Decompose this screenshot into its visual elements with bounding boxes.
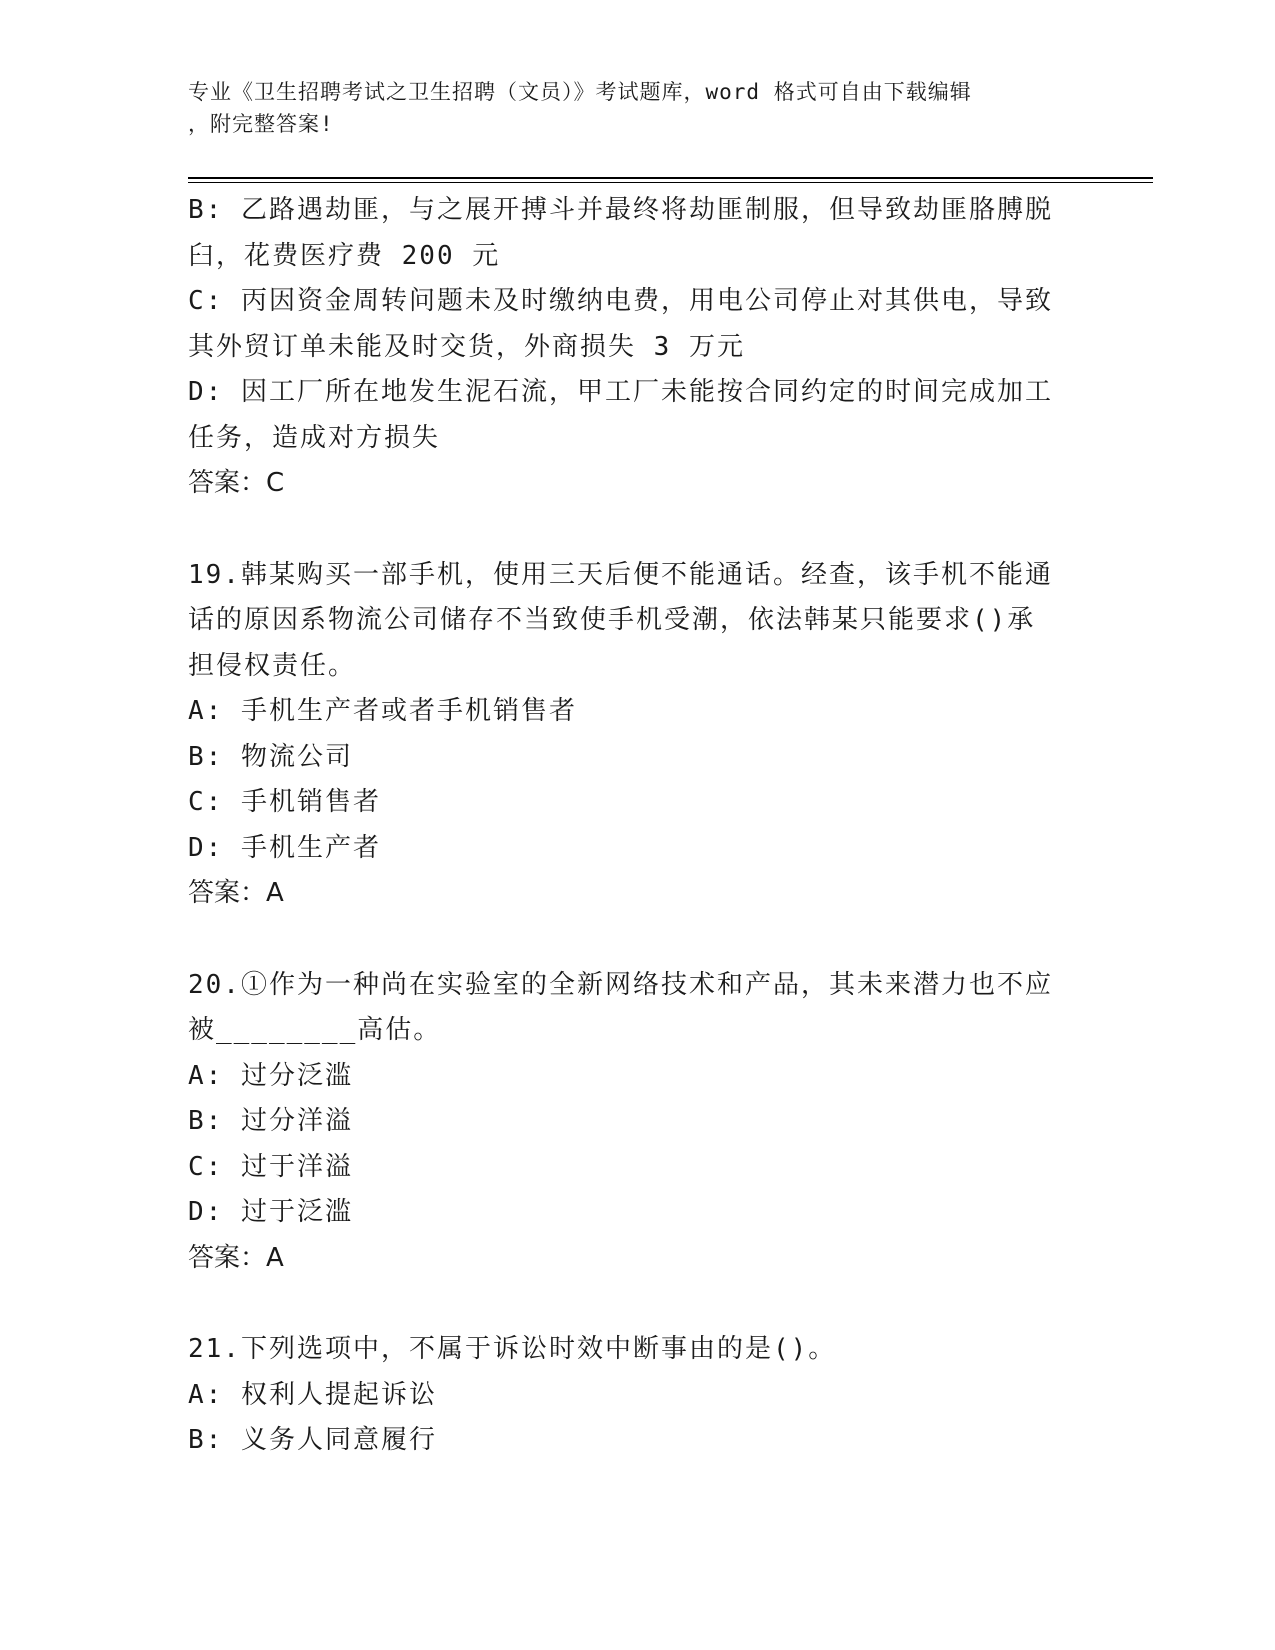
option-d: D: 过于泛滥 (188, 1197, 353, 1227)
question-20-line-2: 被________高估。 (188, 1015, 442, 1045)
question-content (188, 188, 1078, 1464)
option-d-line-1: D: 因工厂所在地发生泥石流，甲工厂未能按合同约定的时间完成加工 (188, 377, 1053, 407)
question-block-19 (188, 553, 1078, 917)
option-c-line-1: C: 丙因资金周转问题未及时缴纳电费，用电公司停止对其供电，导致 (188, 286, 1053, 316)
option-c: C: 过于洋溢 (188, 1151, 353, 1182)
answer-20: 答案：A (188, 1242, 284, 1273)
question-21-line-1: 21.下列选项中，不属于诉讼时效中断事由的是()。 (188, 1334, 837, 1364)
question-block-18 (188, 188, 1078, 507)
header-line-2: ，附完整答案! (188, 112, 334, 136)
header-rule-thick (188, 177, 1153, 179)
option-b: B: 义务人同意履行 (188, 1425, 437, 1455)
question-19-line-1: 19.韩某购买一部手机，使用三天后便不能通话。经查，该手机不能通 (188, 559, 1053, 590)
option-a: A: 权利人提起诉讼 (188, 1379, 437, 1410)
question-block-21 (188, 1327, 1078, 1464)
document-header (188, 76, 1078, 140)
option-a: A: 过分泛滥 (188, 1060, 353, 1091)
option-b-line-2: 臼，花费医疗费 200 元 (188, 240, 501, 271)
question-block-20 (188, 963, 1078, 1282)
answer-18: 答案：C (188, 468, 285, 498)
question-20-line-1: 20.①作为一种尚在实验室的全新网络技术和产品，其未来潜力也不应 (188, 969, 1053, 1000)
question-19-line-2: 话的原因系物流公司储存不当致使手机受潮，依法韩某只能要求()承 (188, 605, 1036, 635)
option-b: B: 过分洋溢 (188, 1106, 353, 1136)
option-b-line-1: B: 乙路遇劫匪，与之展开搏斗并最终将劫匪制服，但导致劫匪胳膊脱 (188, 195, 1053, 225)
option-d: D: 手机生产者 (188, 832, 381, 863)
answer-19: 答案：A (188, 878, 284, 908)
header-rule-thin (188, 182, 1153, 183)
option-d-line-2: 任务，造成对方损失 (188, 422, 441, 453)
option-a: A: 手机生产者或者手机销售者 (188, 696, 577, 726)
header-line-1: 专业《卫生招聘考试之卫生招聘（文员）》考试题库，word 格式可自由下载编辑 (188, 80, 972, 104)
option-c: C: 手机销售者 (188, 787, 381, 817)
option-c-line-2: 其外贸订单未能及时交货，外商损失 3 万元 (188, 331, 745, 362)
question-19-line-3: 担侵权责任。 (188, 650, 357, 681)
option-b: B: 物流公司 (188, 741, 353, 772)
